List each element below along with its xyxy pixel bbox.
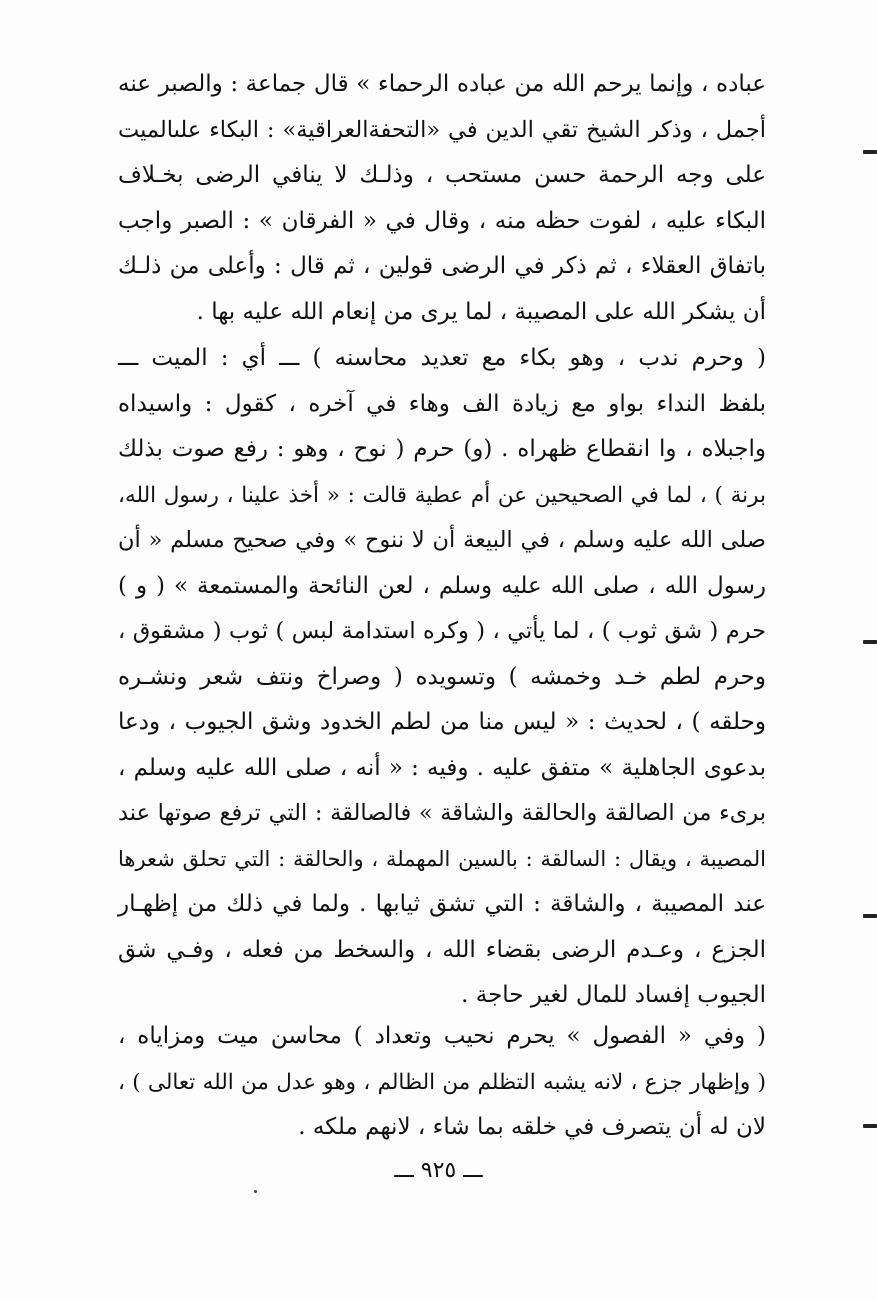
text-line: الجزع ، وعـدم الرضى بقضاء الله ، والسخط من فعله ، وفـي شق <box>118 936 766 963</box>
text-line: برنة ) ، لما في الصحيحين عن أم عطية قالت : « أخذ علينا ، رسول الله، <box>118 482 766 508</box>
text-line: وحرم لطم خـد وخمشه ) وتسويده ( وصراخ ونتف شعر ونشـره <box>118 663 766 690</box>
margin-mark <box>863 640 877 644</box>
text-line: البكاء عليه ، لفوت حظه منه ، وقال في « الفرقان » : الصبر واجب <box>118 207 766 234</box>
text-line: عند المصيبة ، والشاقة : التي تشق ثيابها . ولما في ذلك من إظهـار <box>118 891 766 917</box>
text-line: أجمل ، وذكر الشيخ تقي الدين في «التحفةالعراقية» : البكاء علىالميت <box>118 116 766 143</box>
text-line: الجيوب إفساد للمال لغير حاجة . <box>461 982 766 1008</box>
text-line: حرم ( شق ثوب ) ، لما يأتي ، ( وكره استدامة لبس ) ثوب ( مشقوق ، <box>118 618 766 644</box>
ink-speck <box>254 1190 257 1193</box>
text-line: المصيبة ، ويقال : السالقة : بالسين المهملة ، والحالقة : التي تحلق شعرها <box>118 846 766 871</box>
text-line: على وجه الرحمة حسن مستحب ، وذلـك لا ينافي الرضى بخـلاف <box>118 162 766 188</box>
paragraph-1 <box>118 62 766 335</box>
text-line: رسول الله ، صلى الله عليه وسلم ، لعن النائحة والمستمعة » ( و ) <box>118 572 766 599</box>
text-line: أن يشكر الله على المصيبة ، لما يرى من إنعام الله عليه بها . <box>196 298 766 325</box>
paragraph-2 <box>118 336 766 1019</box>
text-line: ( وحرم ندب ، وهو بكاء مع تعديد محاسنه ) ـــ أي : الميت ـــ <box>118 345 766 371</box>
text-line: بلفظ النداء بواو مع زيادة الف وهاء في آخره ، كقول : واسيداه <box>118 390 766 417</box>
text-line: برىء من الصالقة والحالقة والشاقة » فالصالقة : التي ترفع صوتها عند <box>118 800 766 826</box>
text-line: ( وإظهار جزع ، لانه يشبه التظلم من الظالم ، وهو عدل من الله تعالى ) ، <box>118 1069 766 1095</box>
text-line: باتفاق العقلاء ، ثم ذكر في الرضى قولين ، ثم قال : وأعلى من ذلـك <box>118 253 766 279</box>
page-number: ـــ ٩٢٥ ـــ <box>394 1158 483 1183</box>
text-line: ( وفي « الفصول » يحرم نحيب وتعداد ) محاسن ميت ومزاياه ، <box>118 1023 766 1049</box>
margin-mark <box>863 1124 877 1128</box>
text-line: صلى الله عليه وسلم ، في البيعة أن لا ننوح » وفي صحيح مسلم « أن <box>118 527 766 553</box>
paragraph-3 <box>118 1014 766 1151</box>
margin-mark <box>863 914 877 918</box>
margin-mark <box>863 150 877 154</box>
text-line: واجبلاه ، وا انقطاع ظهراه . (و) حرم ( نوح ، وهو : رفع صوت بذلك <box>118 436 766 462</box>
text-line: لان له أن يتصرف في خلقه بما شاء ، لانهم ملكه . <box>298 1114 766 1140</box>
text-line: بدعوى الجاهلية » متفق عليه . وفيه : « أنه ، صلى الله عليه وسلم ، <box>118 754 766 781</box>
text-line: وحلقه ) ، لحديث : « ليس منا من لطم الخدود وشق الجيوب ، ودعا <box>118 709 766 735</box>
text-line: عباده ، وإنما يرحم الله من عباده الرحماء » قال جماعة : والصبر عنه <box>118 71 766 97</box>
